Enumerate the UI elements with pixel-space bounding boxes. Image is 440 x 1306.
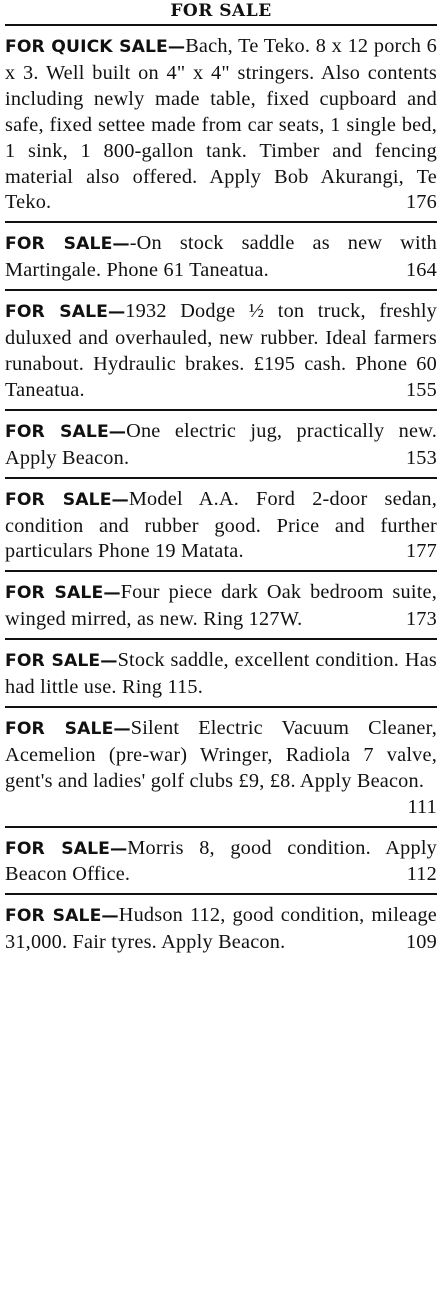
ad-ref-number: 176 — [405, 191, 437, 214]
classified-ad — [5, 901, 437, 961]
classified-ad — [5, 417, 437, 479]
classified-ad — [5, 297, 437, 411]
ad-lead: FOR SALE— — [5, 489, 129, 510]
ad-lead: FOR SALE— — [5, 583, 121, 604]
classified-ad — [5, 578, 437, 640]
ad-text: Bach, Te Teko. 8 x 12 porch 6 x 3. Well built on 4" x 4" stringers. Also contents including newly made table, fixed cupboard and safe, fixed settee made from car seats, 1 single bed, 1 sink, 1 800-gallon tank. Timber and fencing material also offered. Apply Bob Akurangi, Te Teko. — [5, 35, 438, 214]
classified-ad — [5, 834, 437, 896]
ad-ref-number: 164 — [405, 259, 437, 282]
ad-lead: FOR SALE— — [5, 302, 126, 323]
ad-ref-number: 109 — [405, 931, 437, 954]
ad-lead: FOR SALE— — [5, 234, 130, 255]
ad-ref-number: 173 — [405, 608, 437, 631]
ad-ref-number: 177 — [405, 540, 437, 563]
section-heading: FOR SALE — [5, 0, 437, 26]
classified-ad — [5, 32, 437, 223]
ad-lead: FOR SALE— — [5, 838, 128, 859]
classified-ad — [5, 714, 437, 828]
ad-text: Morris 8, good condition. Apply Beacon Office. — [5, 836, 437, 886]
ad-lead: FOR SALE— — [5, 421, 127, 442]
ad-lead: FOR SALE— — [5, 651, 118, 672]
ad-text: Stock saddle, excellent condition. Has had little use. Ring 115. — [5, 649, 438, 699]
ad-ref-number: 111 — [407, 795, 437, 818]
ad-text: -On stock saddle as new with Martingale. Phone 61 Taneatua. — [5, 232, 437, 282]
ad-text: Hudson 112, good condition, mileage 31,000. Fair tyres. Apply Beacon. — [5, 904, 437, 954]
ad-text: 1932 Dodge ½ ton truck, freshly duluxed and overhauled, new rubber. Ideal farmers runabout. Hydraulic brakes. £195 cash. Phone 60 Taneatua. — [5, 300, 437, 401]
ad-lead: FOR SALE— — [5, 906, 119, 927]
ad-text: Silent Electric Vacuum Cleaner, Acemelion (pre-war) Wringer, Radiola 7 valve, gent's and ladies' golf clubs £9, £8. Apply Beacon. — [5, 716, 438, 792]
ad-lead: FOR SALE— — [5, 718, 131, 739]
ad-lead: FOR QUICK SALE— — [5, 37, 186, 57]
classified-ad — [5, 485, 437, 573]
classified-ad — [5, 646, 437, 708]
ad-text: Four piece dark Oak bedroom suite, winged mirred, as new. Ring 127W. — [5, 581, 438, 631]
ad-ref-number: 112 — [406, 863, 437, 886]
ad-ref-number: 155 — [405, 378, 437, 401]
ad-text: One electric jug, practically new. Apply Beacon. — [5, 419, 437, 469]
ad-ref-number: 153 — [405, 446, 437, 469]
classified-ad — [5, 229, 437, 291]
ad-text: Model A.A. Ford 2-door sedan, condition and rubber good. Price and further particulars Phone 19 Matata. — [5, 487, 437, 563]
